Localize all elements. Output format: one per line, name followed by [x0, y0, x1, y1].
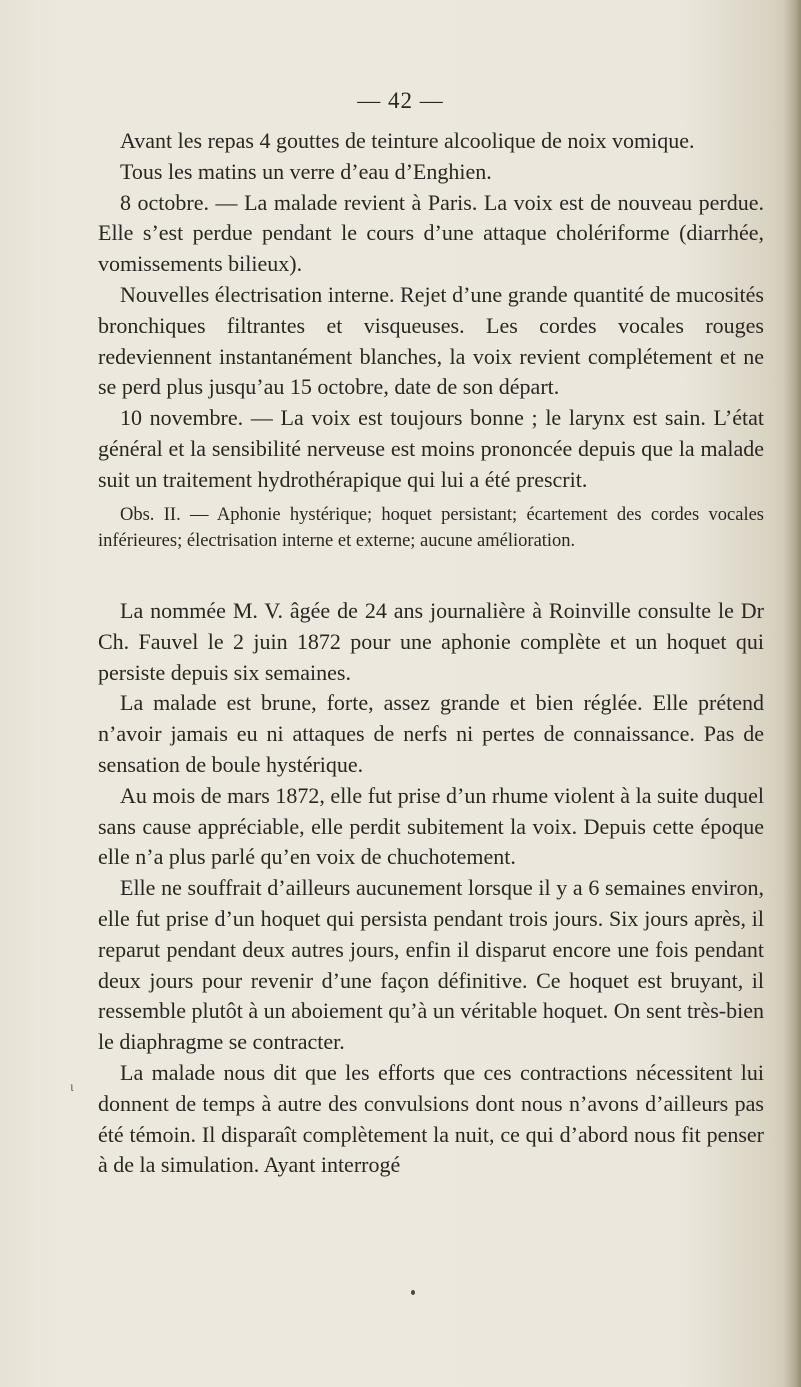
paragraph-electrisation: Nouvelles électrisation interne. Rejet d’une grande quantité de mucosités bronchiques filtrantes et visqueuses. Les cordes vocales rouges redeviennent instantanément blanches, la voix revient complétement et ne se perd plus jusqu’au 15 octobre, date de son départ. [98, 281, 764, 400]
paragraph-convulsions: La malade nous dit que les efforts que ces contractions nécessitent lui donnent de temps à autre des convulsions dont nous n’avons d’ailleurs pas été témoin. Il disparaît complètement la nuit, ce qui d’abord nous fit penser à de la simulation. Ayant interrogé [98, 1059, 764, 1178]
paragraph-8-october: 8 octobre. — La malade revient à Paris. La voix est de nouveau perdue. Elle s’est perdue pendant le cours d’une attaque cholériforme (diarrhée, vomissements bilieux). [98, 189, 764, 277]
paragraph-enghien-water: Tous les matins un verre d’eau d’Enghien. [120, 158, 492, 184]
text-block-bottom [98, 596, 764, 1181]
paragraph-hiccup-history: Elle ne souffrait d’ailleurs aucunement lorsque il y a 6 semaines environ, elle fut prise d’un hoquet qui persista pendant trois jours. Six jours après, il reparut pendant deux autres jours, enfin il disparut encore une fois pendant deux jours pour revenir d’une façon définitive. Ce hoquet est bruyant, il ressemble plutôt à un aboiement qu’à un véritable hoquet. On sent très-bien le diaphragme se contracter. [98, 875, 764, 1055]
page-number: — 42 — [357, 88, 444, 113]
paragraph-patient-description: La malade est brune, forte, assez grande et bien réglée. Elle prétend n’avoir jamais eu ni attaques de nerfs ni pertes de connaissance. Pas de sensation de boule hystérique. [98, 690, 764, 777]
paragraph-nux-vomica: Avant les repas 4 gouttes de teinture alcoolique de noix vomique. [120, 128, 695, 153]
paragraph-10-november: 10 novembre. — La voix est toujours bonne ; le larynx est sain. L’état général et la sensibilité nerveuse est moins prononcée depuis que la malade suit un traitement hydrothérapique qui lui a été prescrit. [98, 405, 764, 492]
margin-pencil-mark: ι [70, 1080, 74, 1095]
observation-heading [98, 502, 764, 554]
paragraph-voice-loss: Au mois de mars 1872, elle fut prise d’un rhume violent à la suite duquel sans cause appréciable, elle perdit subitement la voix. Depuis cette époque elle n’a plus parlé qu’en voix de chuchotement. [98, 782, 764, 870]
page-edge-shadow [783, 0, 801, 1387]
text-block-top [98, 126, 764, 496]
observation-summary: Obs. II. — Aphonie hystérique; hoquet persistant; écartement des cordes vocales inférieures; électrisation interne et externe; aucune amélioration. [98, 505, 764, 551]
ink-speck [411, 1290, 415, 1295]
paragraph-patient-intro: La nommée M. V. âgée de 24 ans journalière à Roinville consulte le Dr Ch. Fauvel le 2 juin 1872 pour une aphonie complète et un hoquet qui persiste depuis six semaines. [98, 598, 764, 685]
